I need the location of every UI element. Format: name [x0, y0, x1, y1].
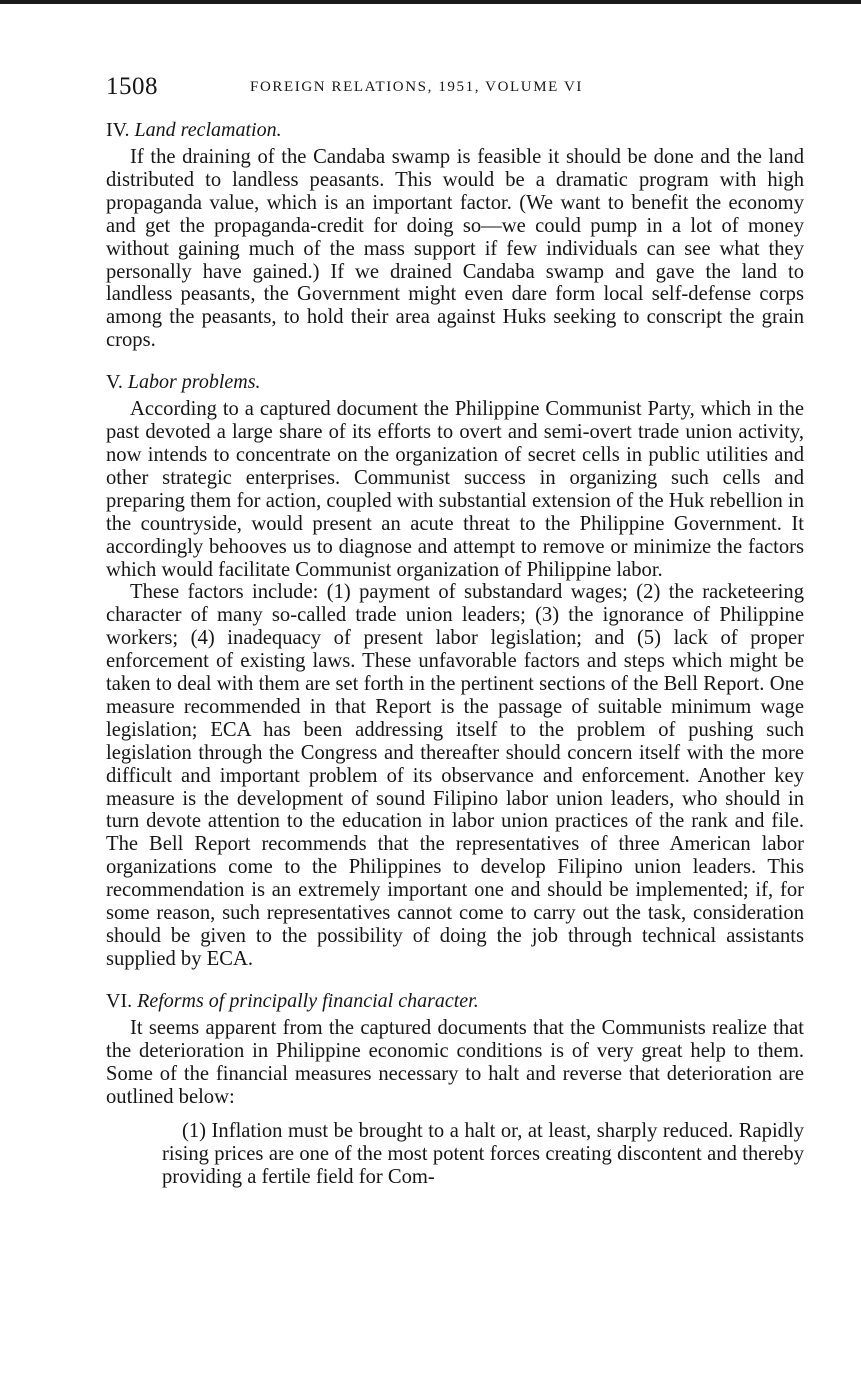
- paragraph: It seems apparent from the captured documents that the Communists realize that the deterioration in Philippine economic conditions is of very great help to them. Some of the financial measures necessary to halt and reverse that deterioration are outlined below:: [106, 1016, 804, 1108]
- section-title: Reforms of principally financial character.: [137, 989, 479, 1012]
- paragraph: According to a captured document the Philippine Communist Party, which in the past devoted a large share of its efforts to overt and semi-overt trade union activity, now intends to concentrate on the organization of secret cells in public utilities and other strategic enterprises. Communist success in organizing such cells and preparing them for action, coupled with substantial extension of the Huk rebellion in the countryside, would present an acute threat to the Philippine Government. It accordingly behooves us to diagnose and attempt to remove or minimize the factors which would facilitate Communist organization of Philippine labor.: [106, 398, 804, 581]
- section-title: Land reclamation.: [134, 119, 282, 141]
- section-heading: [106, 989, 804, 1013]
- paragraph: These factors include: (1) payment of substandard wages; (2) the racketeering character of many so-called trade union leaders; (3) the ignorance of Philippine workers; (4) inadequacy of present labor legislation; and (5) lack of proper enforcement of existing laws. These unfavorable factors and steps which might be taken to deal with them are set forth in the pertinent sections of the Bell Report. One measure recommended in that Report is the passage of suitable minimum wage legislation; ECA has been addressing itself to the problem of pushing such legislation through the Congress and thereafter should concern itself with the more difficult and important problem of its observance and enforcement. Another key measure is the development of sound Filipino labor union leaders, who should in turn devote attention to the education in labor union practices of the rank and file. The Bell Report recommends that the representatives of three American labor organizations come to the Philippines to develop Filipino union leaders. This recommendation is an extremely important one and should be implemented; if, for some reason, such representatives cannot come to carry out the task, consideration should be given to the possibility of doing the job through technical assistants supplied by ECA.: [106, 581, 804, 970]
- section-labor-problems: [106, 370, 804, 971]
- paragraph: If the draining of the Candaba swamp is feasible it should be done and the land distributed to landless peasants. This would be a dramatic program with high propaganda value, which is an important factor. (We want to benefit the economy and get the propaganda-credit for doing so—we could pump in a lot of money without gaining much of the mass support if few individuals can see what they personally have gained.) If we drained Candaba swamp and gave the land to landless peasants, the Government might even dare form local self-defense corps among the peasants, to hold their area against Huks seeking to conscript the grain crops.: [106, 146, 804, 352]
- section-number: VI.: [106, 989, 133, 1012]
- numbered-item: (1) Inflation must be brought to a halt or, at least, sharply reduced. Rapidly rising prices are one of the most potent forces creating discontent and thereby providing a fertile field for Com-: [162, 1120, 804, 1189]
- section-number: IV.: [106, 119, 130, 141]
- scan-border: [0, 0, 861, 4]
- section-heading: [106, 118, 804, 142]
- running-head: FOREIGN RELATIONS, 1951, VOLUME VI: [250, 79, 584, 95]
- section-financial-reforms: [106, 989, 804, 1189]
- section-title: Labor problems.: [127, 371, 261, 394]
- page-number: 1508: [106, 73, 158, 100]
- section-heading: [106, 370, 804, 394]
- document-page: [106, 72, 804, 1189]
- section-number: V.: [106, 371, 123, 394]
- page-header: [106, 72, 804, 106]
- section-land-reclamation: [106, 118, 804, 352]
